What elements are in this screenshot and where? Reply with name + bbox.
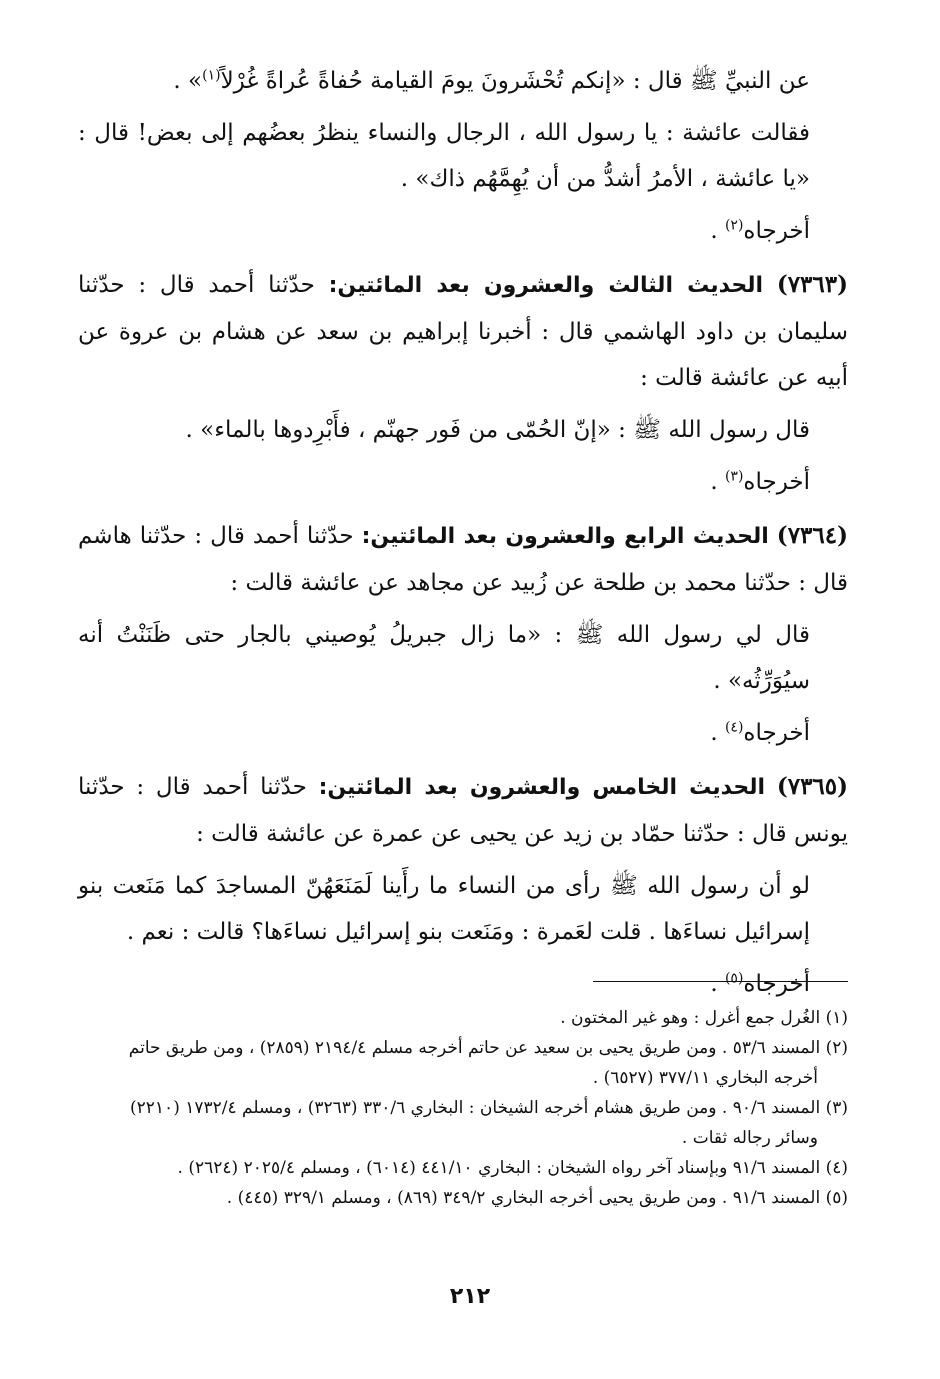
intro-line-2: فقالت عائشة : يا رسول الله ، الرجال والنساء ينظرُ بعضُهم إلى بعض! قال : «يا عائشة ، الأمرُ أشدُّ من أن يُهِمَّهُم ذاك» .: [78, 120, 810, 192]
hadith-chain: حدّثنا أحمد قال : حدّثنا هاشم قال : حدّثنا محمد بن طلحة عن زُبيد عن مجاهد عن عائشة قالت :: [78, 523, 848, 596]
hadith-matn: قال لي رسول الله ﷺ : «ما زال جبريلُ يُوصيني بالجار حتى ظَنَنْتُ أنه سيُوَرِّثُه» .: [78, 622, 810, 694]
hadith-heading: [78, 262, 848, 401]
hadith-takhrij: أخرجاه$^{(٣)}$ .: [710, 468, 810, 495]
footnote-ref-3[interactable]: (٣): [724, 468, 744, 485]
hadith-7363: [78, 262, 848, 505]
main-text: [78, 58, 848, 1013]
hadith-number: (٧٣٦٤): [776, 522, 848, 549]
footnote-1: (١) الغُرل جمع أغرل : وهو غير المختون .: [560, 1008, 848, 1028]
intro-text: عن النبيِّ ﷺ قال : «إنكم تُحْشَرونَ يومَ القيامة حُفاةً عُراةً غُرْلاً: [220, 68, 810, 94]
hadith-title: الحديث الرابع والعشرون بعد المائتين:: [361, 524, 769, 549]
hadith-chain: حدّثنا أحمد قال : حدّثنا يونس قال : حدّثنا حمّاد بن زيد عن يحيى عن عمرة عن عائشة قالت :: [78, 774, 848, 847]
hadith-heading: [78, 513, 848, 606]
hadith-number: (٧٣٦٣): [776, 271, 849, 298]
footnote-5: (٥) المسند ٩١/٦ . ومن طريق يحيى أخرجه البخاري ٣٤٩/٢ (٨٦٩) ، ومسلم ٣٢٩/١ (٤٤٥) .: [226, 1188, 848, 1208]
footnotes: [78, 1003, 848, 1213]
footnote-divider: [593, 981, 848, 982]
hadith-title: الحديث الثالث والعشرون بعد المائتين:: [328, 273, 764, 298]
hadith-takhrij: أخرجاه$^{(٤)}$ .: [710, 719, 810, 746]
hadith-number: (٧٣٦٥): [776, 773, 849, 800]
hadith-matn: لو أن رسول الله ﷺ رأى من النساء ما رأَينا لَمَنَعَهُنّ المساجدَ كما مَنَعت بنو إسرائيل نساءَها . قلت لعَمرة : ومَنَعت بنو إسرائيل نساءَها؟ قالت : نعم .: [78, 873, 810, 945]
hadith-title: الحديث الخامس والعشرون بعد المائتين:: [318, 775, 766, 800]
hadith-7365: [78, 764, 848, 1007]
hadith-matn: قال رسول الله ﷺ : «إنّ الحُمّى من فَور جهنّم ، فأَبْرِدوها بالماء» .: [185, 417, 810, 443]
footnote-2-cont: أخرجه البخاري ٣٧٧/١١ (٦٥٢٧) .: [592, 1068, 818, 1088]
footnote-3-cont: وسائر رجاله ثقات .: [681, 1128, 818, 1148]
intro-takhrij: أخرجاه$^{(٢)}$ .: [710, 217, 810, 244]
hadith-heading: [78, 764, 848, 857]
footnote-2: (٢) المسند ٥٣/٦ . ومن طريق يحيى بن سعيد عن حاتم أخرجه مسلم ٢١٩٤/٤ (٢٨٥٩) ، ومن طريق حاتم: [128, 1038, 848, 1058]
hadith-7364: [78, 513, 848, 756]
footnote-3: (٣) المسند ٩٠/٦ . ومن طريق هشام أخرجه الشيخان : البخاري ٣٣٠/٦ (٣٢٦٣) ، ومسلم ١٧٣٢/٤ (٢٢١٠): [130, 1098, 848, 1118]
footnote-ref-4[interactable]: (٤): [724, 719, 744, 736]
footnote-ref-5[interactable]: (٥): [724, 970, 744, 987]
footnote-ref-2[interactable]: (٢): [724, 217, 744, 234]
page-number: ٢١٢: [449, 1284, 491, 1309]
hadith-takhrij: أخرجاه$^{(٥)}$ .: [710, 970, 810, 997]
intro-line-1: عن النبيِّ ﷺ قال : «إنكم تُحْشَرونَ يومَ القيامة حُفاةً عُراةً غُرْلاً$^{(١)}$» .: [173, 67, 810, 94]
footnote-4: (٤) المسند ٩١/٦ وبإسناد آخر رواه الشيخان : البخاري ٤٤١/١٠ (٦٠١٤) ، ومسلم ٢٠٢٥/٤ (٢٦٢٤) .: [177, 1158, 848, 1178]
hadith-chain: حدّثنا أحمد قال : حدّثنا سليمان بن داود الهاشمي قال : أخبرنا إبراهيم بن سعد عن هشام بن عروة عن أبيه عن عائشة قالت :: [78, 272, 848, 391]
footnote-ref-1[interactable]: (١): [202, 67, 221, 84]
